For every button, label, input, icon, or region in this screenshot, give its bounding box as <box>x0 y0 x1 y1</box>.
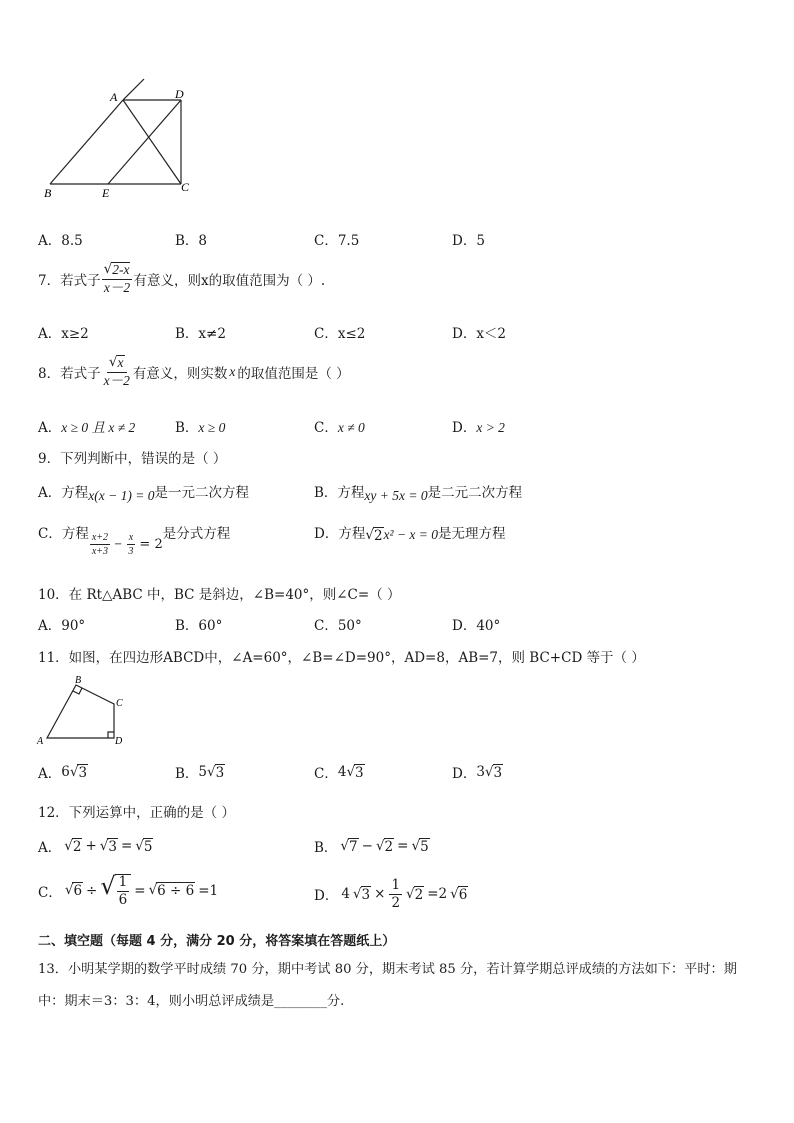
q9-a-math: x(x − 1) = 0 <box>88 488 155 503</box>
parallelogram-figure <box>38 74 198 204</box>
label-C: C <box>116 698 123 709</box>
q12-a-letter: A． <box>38 840 62 856</box>
q12-d-eq: =2 <box>427 886 448 903</box>
q7-suffix: 有意义，则x的取值范围为（ ）. <box>133 272 326 289</box>
q11-option-c-radicand: 3 <box>355 764 364 781</box>
q9-d-radicand: 2 <box>373 527 383 544</box>
q8-option-b[interactable] <box>175 416 225 436</box>
q9-option-b[interactable] <box>314 481 522 501</box>
q12-d-c1: 4 <box>341 886 350 903</box>
q10-option-c[interactable]: C．50° <box>314 618 362 634</box>
q7-option-c[interactable]: C．x≤2 <box>314 326 366 342</box>
q8-option-d[interactable] <box>452 416 505 436</box>
q9-c-text: 是分式方程 <box>162 526 231 542</box>
q12-c-op: ÷ <box>86 882 98 899</box>
q12-c-r1: 6 <box>73 883 83 900</box>
q11-option-b[interactable]: B． 5 √ 3 <box>175 763 225 782</box>
q12-d-r1: 3 <box>361 886 371 903</box>
q10-option-b[interactable]: B．60° <box>175 618 223 634</box>
q9-c-frac2-den: 3 <box>128 546 134 557</box>
q12-stem: 12．下列运算中，正确的是（ ） <box>38 805 235 821</box>
q8-option-c-math: x ≠ 0 <box>337 420 365 435</box>
q7-numerator: 2-x <box>112 262 130 277</box>
segment-ED <box>108 100 181 184</box>
q7-fraction: √ 2-x x－2 <box>102 262 133 296</box>
q6-option-a[interactable]: A．8.5 <box>38 233 83 249</box>
q12-c-frac-num: 1 <box>118 874 128 890</box>
q9-a-text: 是一元二次方程 <box>154 485 249 501</box>
q11-option-d[interactable]: D． 3 √ 3 <box>452 763 503 782</box>
q12-a-r3: 5 <box>143 838 153 855</box>
q11-option-a-letter: A． <box>38 766 62 782</box>
q8-option-b-letter: B． <box>175 420 199 436</box>
q9-option-a[interactable] <box>38 481 249 501</box>
label-D: D <box>175 87 184 101</box>
q9-c-equals: = 2 <box>139 537 163 552</box>
q9-stem: 9．下列判断中，错误的是（ ） <box>38 451 227 467</box>
q12-d-r2: 2 <box>414 886 424 903</box>
q11-option-c[interactable]: C． 4 √ 3 <box>314 763 364 782</box>
q10-option-d[interactable]: D．40° <box>452 618 501 634</box>
q11-option-b-radicand: 3 <box>215 764 225 781</box>
q7-option-b[interactable]: B．x≠2 <box>175 326 226 342</box>
q11-option-a[interactable]: A． 6 √ 3 <box>38 763 88 782</box>
label-B: B <box>75 675 82 686</box>
q12-d-letter: D． <box>314 888 339 905</box>
q9-c-minus: − <box>114 539 123 550</box>
q11-stem: 11．如图，在四边形ABCD中，∠A=60°，∠B=∠D=90°，AD=8，AB=7，则 BC+CD 等于（ ） <box>38 650 645 666</box>
q10-option-a[interactable]: A．90° <box>38 618 86 634</box>
q11-option-a-coef: 6 <box>61 764 70 780</box>
q12-option-c[interactable]: C． √ 6 ÷ √ $\frac{1}{6}$ = √ 6 ÷ 6 =1 <box>38 872 219 908</box>
segment-BA <box>50 100 123 184</box>
q8-numerator: x <box>117 355 124 370</box>
q12-d-r3: 6 <box>458 886 468 903</box>
q11-option-b-coef: 5 <box>198 764 208 780</box>
q12-c-frac-den: 6 <box>118 891 128 908</box>
q11-option-d-letter: D． <box>452 766 477 782</box>
q9-d-text: 是无理方程 <box>438 526 506 542</box>
segment-AC <box>123 100 181 184</box>
q8-prefix: 8．若式子 <box>38 365 101 382</box>
q8-denominator: x－2 <box>103 372 130 388</box>
q12-c-eq: = <box>134 882 146 899</box>
q12-a-op: + <box>85 838 97 854</box>
q9-a-label: A．方程 <box>38 485 89 501</box>
q12-option-d[interactable]: D． 4 √ 3 × $\frac{1}{2}$ √ 2 =2 √ 6 <box>314 877 468 911</box>
q7-option-d[interactable]: D．x＜2 <box>452 326 507 342</box>
q9-c-frac2-num: x <box>128 532 134 543</box>
q12-b-r2: 2 <box>384 838 394 855</box>
label-C: C <box>181 180 190 194</box>
q9-d-label: D．方程 <box>314 526 366 542</box>
q13-line2: 中：期末＝3：3：4，则小明总评成绩是________分. <box>38 994 345 1009</box>
q12-a-r1: 2 <box>72 838 82 855</box>
q12-d-frac-den: 2 <box>391 894 401 911</box>
q8-option-c[interactable] <box>314 416 365 436</box>
q7-stem <box>38 262 325 296</box>
q12-b-letter: B． <box>314 840 338 856</box>
q8-suffix: 有意义，则实数 <box>132 365 228 382</box>
q7-prefix: 7．若式子 <box>38 272 101 289</box>
label-D: D <box>115 736 123 747</box>
q9-c-frac1-num: x+2 <box>91 532 109 543</box>
q8-fraction: √ x x－2 <box>103 354 130 388</box>
q9-option-c[interactable] <box>38 522 230 557</box>
quadrilateral-figure <box>36 672 136 750</box>
q8-stem <box>38 355 350 389</box>
q12-b-op: − <box>361 838 373 854</box>
q6-option-c[interactable]: C．7.5 <box>314 233 360 249</box>
q11-option-d-radicand: 3 <box>493 764 503 781</box>
q6-option-d[interactable]: D．5 <box>452 233 485 249</box>
q12-b-r3: 5 <box>420 838 429 855</box>
q9-c-label: C．方程 <box>38 526 89 542</box>
q12-b-eq: = <box>397 838 409 854</box>
q13-line1: 13．小明某学期的数学平时成绩 70 分，期中考试 80 分，期末考试 85 分，若计算学期总评成绩的方法如下：平时：期 <box>38 962 737 977</box>
right-angle-mark-D <box>108 732 114 738</box>
q8-option-a-math: x ≥ 0 且 x ≠ 2 <box>61 420 136 435</box>
label-E: E <box>102 186 110 200</box>
q12-d-frac-num: 1 <box>391 877 401 893</box>
q9-c-frac1-den: x+3 <box>91 546 109 557</box>
q7-option-a[interactable]: A．x≥2 <box>38 326 89 342</box>
label-A: A <box>110 90 118 104</box>
q9-option-d[interactable] <box>314 522 506 542</box>
label-B: B <box>44 186 52 200</box>
q11-option-c-coef: 4 <box>337 764 347 780</box>
q10-stem: 10．在 Rt△ABC 中，BC 是斜边，∠B=40°，则∠C=（ ） <box>38 587 401 603</box>
q9-d-sqrt: √ 2 <box>365 526 383 544</box>
q12-d-op: × <box>374 886 386 903</box>
q8-option-a-letter: A． <box>38 420 62 436</box>
q9-d-rest: x² − x = 0 <box>383 527 439 542</box>
q11-option-a-radicand: 3 <box>78 764 88 781</box>
q8-option-d-math: x > 2 <box>476 420 505 435</box>
q8-variable: x <box>229 363 236 379</box>
q12-a-eq: = <box>120 838 133 854</box>
label-A: A <box>37 736 44 747</box>
q8-option-a[interactable] <box>38 416 135 436</box>
q12-c-eq2: =1 <box>198 882 219 899</box>
quadrilateral-ABCD <box>47 685 114 738</box>
q12-c-r3: 6 ÷ 6 <box>157 883 195 900</box>
q9-b-label: B．方程 <box>314 485 365 501</box>
q11-option-b-letter: B． <box>175 766 199 782</box>
q9-b-text: 是二元二次方程 <box>427 485 523 501</box>
q8-suffix2: 的取值范围是（ ） <box>237 365 350 382</box>
q9-c-equation <box>89 532 163 557</box>
q8-option-c-letter: C． <box>314 420 338 436</box>
q12-a-r2: 3 <box>108 838 117 855</box>
q12-option-a[interactable]: A． √ 2 + √ 3 = √ 5 <box>38 837 153 856</box>
q8-option-d-letter: D． <box>452 420 477 436</box>
q12-option-b[interactable]: B． √ 7 − √ 2 = √ 5 <box>314 837 429 856</box>
q6-option-b[interactable]: B．8 <box>175 233 208 249</box>
segment-A-extension <box>123 79 144 100</box>
q9-b-math: xy + 5x = 0 <box>364 488 428 503</box>
q7-denominator: x－2 <box>103 279 131 295</box>
section-2-heading: 二、填空题（每题 4 分，满分 20 分，将答案填在答题纸上） <box>38 934 396 949</box>
q11-option-c-letter: C． <box>314 766 338 782</box>
q12-c-letter: C． <box>38 884 62 901</box>
q12-b-r1: 7 <box>349 838 358 855</box>
q11-option-d-coef: 3 <box>476 764 485 780</box>
q8-option-b-math: x ≥ 0 <box>198 420 226 435</box>
